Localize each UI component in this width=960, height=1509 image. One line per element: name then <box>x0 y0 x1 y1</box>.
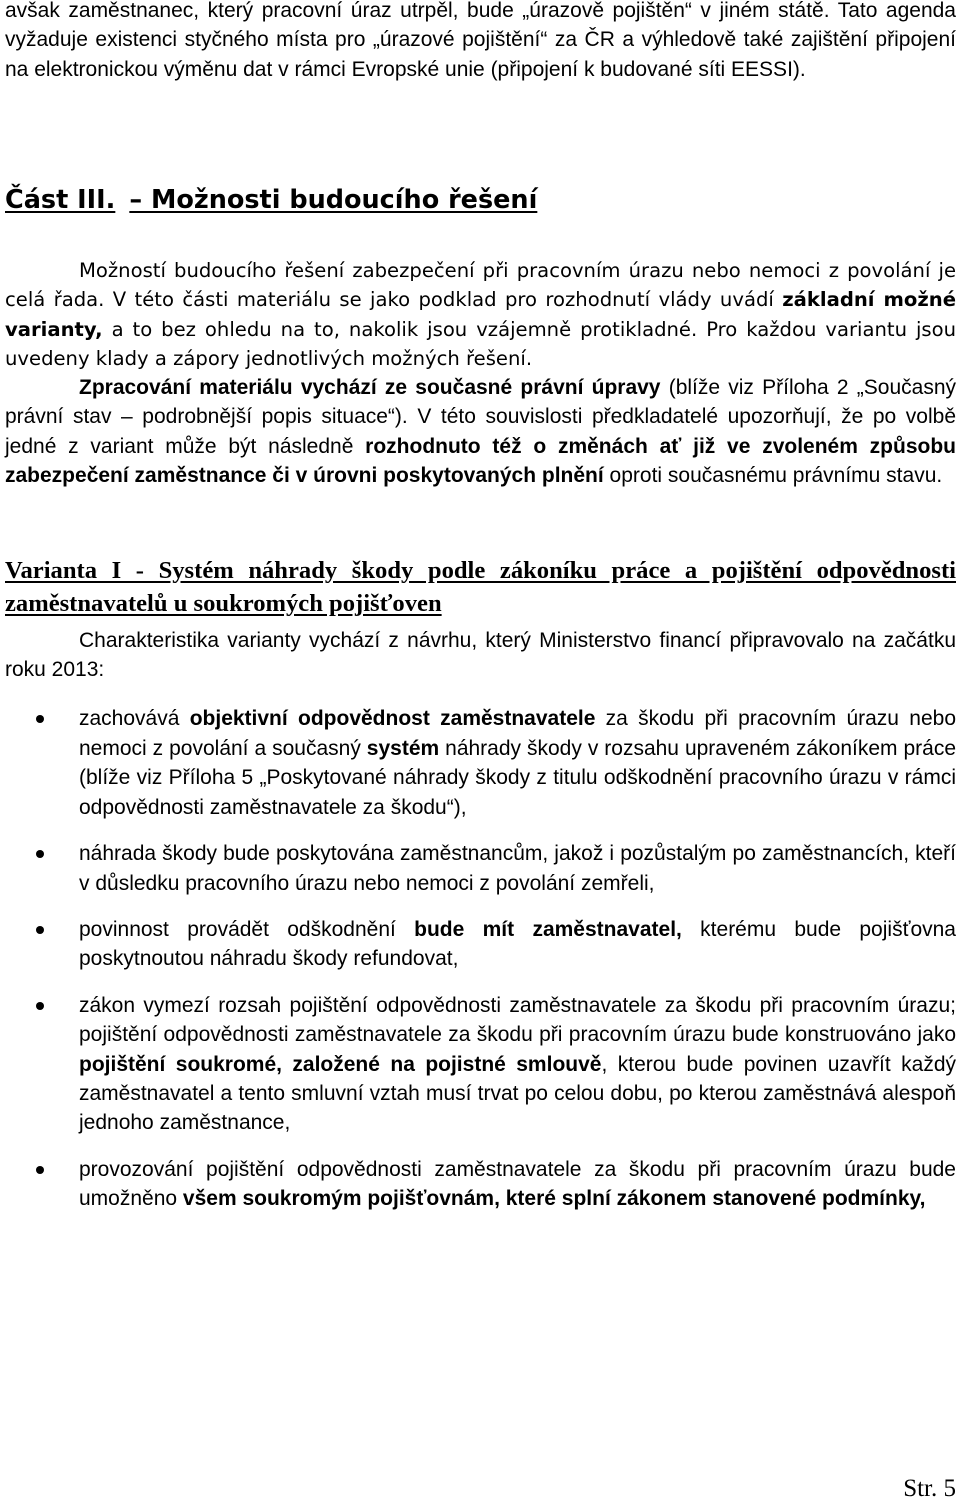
paragraph-options-s2a: V této části materiálu se jako podklad pro rozhodnutí vlády uvádí <box>104 288 783 312</box>
list-item-text: za škodu při pracovním úrazu nebo nemoci z povolání a současný <box>79 707 956 760</box>
paragraph-options-s1: Možností budoucího řešení zabezpečení při pracovním úrazu nebo nemoci z povolání je celá řada. <box>5 259 956 312</box>
bullet-icon <box>36 715 44 723</box>
list-item-text: zachovává <box>79 707 190 731</box>
variant-heading: Varianta I - Systém náhrady škody podle zákoníku práce a pojištění odpovědnosti zaměstnavatelů u soukromých pojišťoven <box>5 556 956 618</box>
paragraph-options-s2c: a to bez ohledu na to, nakolik jsou vzájemně protikladné. <box>102 317 698 341</box>
paragraph-options <box>5 256 956 373</box>
list-item-text: povinnost provádět odškodnění <box>79 917 415 941</box>
list-item-bold: všem soukromým pojišťovnám, které splní zákonem stanovené podmínky, <box>182 1187 926 1211</box>
list-item-bold: systém <box>366 736 440 760</box>
paragraph-options-s3: Pro každou variantu jsou uvedeny klady a zápory jednotlivých možných řešení. <box>5 317 957 370</box>
list-item-text: , kterou bude povinen uzavřít každý zaměstnavatel a tento smluvní vztah musí trvat po celou dobu, po kterou zaměstnává alespoň jednoho zaměstnance, <box>79 1052 957 1135</box>
list-item-text: náhrady škody v rozsahu upraveném zákoníkem práce (blíže viz Příloha 5 „Poskytované náhrady škody z titulu odškodnění pracovního úrazu v rámci odpovědnosti zaměstnavatele za škodu“), <box>79 736 956 819</box>
list-item-bold: objektivní odpovědnost zaměstnavatele <box>189 707 596 731</box>
paragraph-basis-b: (blíže viz Příloha 2 „Současný právní stav – podrobnější popis situace“). V této souvislosti předkladatelé upozorňují, že po volbě jedné z variant může být následně <box>5 376 956 458</box>
intro-paragraph: avšak zaměstnanec, který pracovní úraz utrpěl, bude „úrazově pojištěn“ v jiném státě. Tato agenda vyžaduje existenci styčného místa pro „úrazové pojištění“ za ČR a výhledově také zajištění připojení na elektronickou výměnu dat v rámci Evropské unie (připojení k budované síti EESSI). <box>5 0 956 81</box>
part-label: Část III. <box>5 185 116 216</box>
list-item <box>5 839 956 898</box>
paragraph-basis <box>5 373 956 491</box>
list-item <box>5 915 956 974</box>
variant-bullet-list <box>5 704 956 1213</box>
part-heading <box>5 184 956 216</box>
paragraph-basis-a: Zpracování materiálu vychází ze současné právní úpravy <box>79 376 661 400</box>
page-number: Str. 5 <box>903 1475 956 1502</box>
list-item-text: kterému bude pojišťovna poskytnoutou náhradu škody refundovat, <box>79 917 956 971</box>
part-title: – Možnosti budoucího řešení <box>129 185 538 216</box>
list-item-bold: bude mít zaměstnavatel, <box>414 917 682 941</box>
bullet-icon <box>36 850 44 858</box>
list-item-text: provozování pojištění odpovědnosti zaměstnavatele za škodu při pracovním úrazu bude umožněno <box>79 1157 956 1211</box>
list-item-text: náhrada škody bude poskytována zaměstnancům, jakož i pozůstalým po zaměstnancích, kteří v důsledku pracovního úrazu nebo nemoci z povolání zemřeli, <box>79 842 956 895</box>
list-item <box>5 991 956 1138</box>
list-item-bold: pojištění soukromé, založené na pojistné smlouvě <box>79 1052 602 1076</box>
bullet-icon <box>36 1166 44 1174</box>
list-item <box>5 704 956 822</box>
paragraph-options-s2b: základní možné varianty, <box>5 288 956 341</box>
list-item <box>5 1155 956 1214</box>
variant-characteristic: Charakteristika varianty vychází z návrhu, který Ministerstvo financí připravovalo na začátku roku 2013: <box>5 628 956 682</box>
paragraph-basis-d: oproti současnému právnímu stavu. <box>603 464 943 488</box>
paragraph-basis-c: rozhodnuto též o změnách ať již ve zvoleném způsobu zabezpečení zaměstnance či v úrovni poskytovaných plnění <box>5 434 956 488</box>
document-page <box>5 0 956 1231</box>
bullet-icon <box>36 1002 44 1010</box>
bullet-icon <box>36 926 44 934</box>
list-item-text: zákon vymezí rozsah pojištění odpovědnosti zaměstnavatele za škodu při pracovním úrazu; pojištění odpovědnosti zaměstnavatele za škodu při pracovním úrazu bude konstruováno jako <box>79 993 956 1047</box>
